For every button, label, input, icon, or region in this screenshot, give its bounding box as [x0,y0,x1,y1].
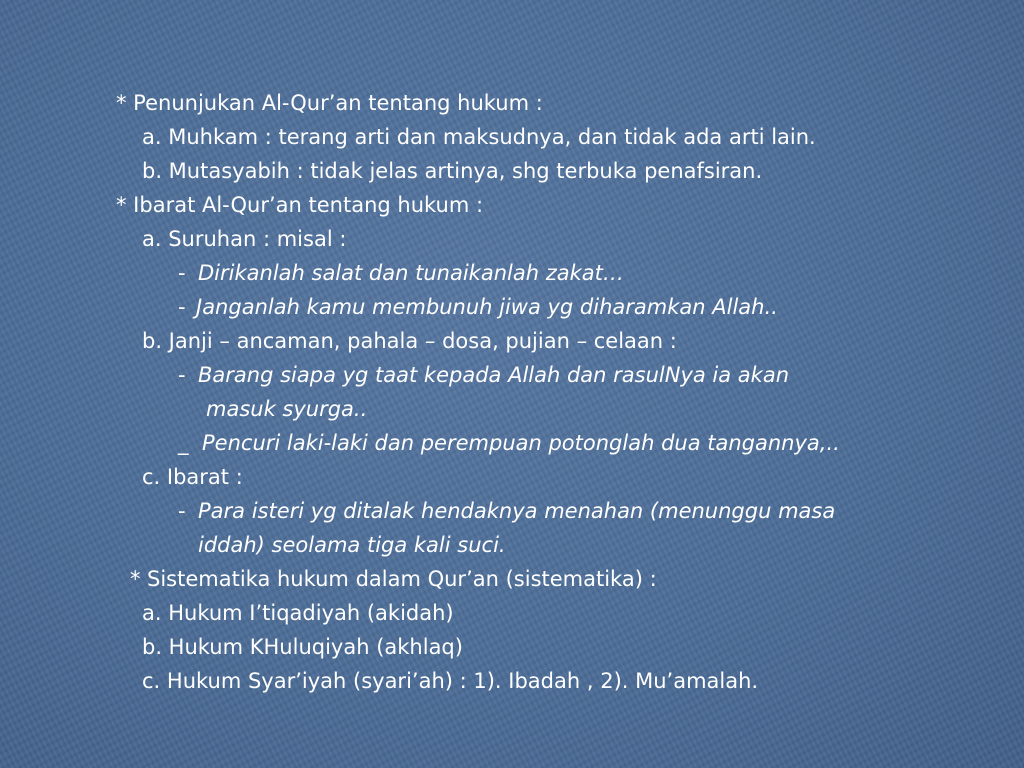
text-line [0,426,1024,460]
example-quote-continued: masuk syurga.. [206,397,368,421]
example-quote-continued: iddah) seolama tiga kali suci. [198,533,506,557]
text-line [0,222,1024,256]
item-itiqadiyah: a. Hukum I’tiqadiyah (akidah) [142,601,454,625]
dash-marker: - [178,295,186,319]
slide-body [0,86,1024,698]
item-ibarat: c. Ibarat : [142,465,243,489]
text-line [0,188,1024,222]
text-line [0,256,1024,290]
heading-penunjukan: * Penunjukan Al-Qur’an tentang hukum : [116,91,543,115]
text-line [0,358,1024,392]
item-janji: b. Janji – ancaman, pahala – dosa, pujian – celaan : [142,329,677,353]
example-quote: Barang siapa yg taat kepada Allah dan rasulNya ia akan [198,363,790,387]
text-line [0,460,1024,494]
underscore-marker: _ [178,431,189,455]
example-quote: Para isteri yg ditalak hendaknya menahan (menunggu masa [198,499,836,523]
text-line [0,664,1024,698]
text-line [0,562,1024,596]
text-line [0,528,1024,562]
text-line [0,494,1024,528]
item-muhkam: a. Muhkam : terang arti dan maksudnya, dan tidak ada arti lain. [142,125,816,149]
text-line [0,154,1024,188]
example-quote: Dirikanlah salat dan tunaikanlah zakat… [198,261,624,285]
text-line [0,630,1024,664]
dash-marker: - [178,499,186,523]
example-quote: Janganlah kamu membunuh jiwa yg diharamkan Allah.. [196,295,778,319]
heading-ibarat: * Ibarat Al-Qur’an tentang hukum : [116,193,484,217]
example-quote: Pencuri laki-laki dan perempuan potonglah dua tangannya,.. [202,431,840,455]
item-suruhan: a. Suruhan : misal : [142,227,347,251]
text-line [0,596,1024,630]
text-line [0,324,1024,358]
text-line [0,392,1024,426]
dash-marker: - [178,363,186,387]
dash-marker: - [178,261,186,285]
text-line [0,290,1024,324]
item-mutasyabih: b. Mutasyabih : tidak jelas artinya, shg terbuka penafsiran. [142,159,763,183]
item-khuluqiyah: b. Hukum KHuluqiyah (akhlaq) [142,635,463,659]
asterisk-marker: * [130,567,141,591]
text-line [0,86,1024,120]
text-line [0,120,1024,154]
heading-sistematika: Sistematika hukum dalam Qur’an (sistematika) : [147,567,657,591]
item-syariyah: c. Hukum Syar’iyah (syari’ah) : 1). Ibadah , 2). Mu’amalah. [142,669,759,693]
